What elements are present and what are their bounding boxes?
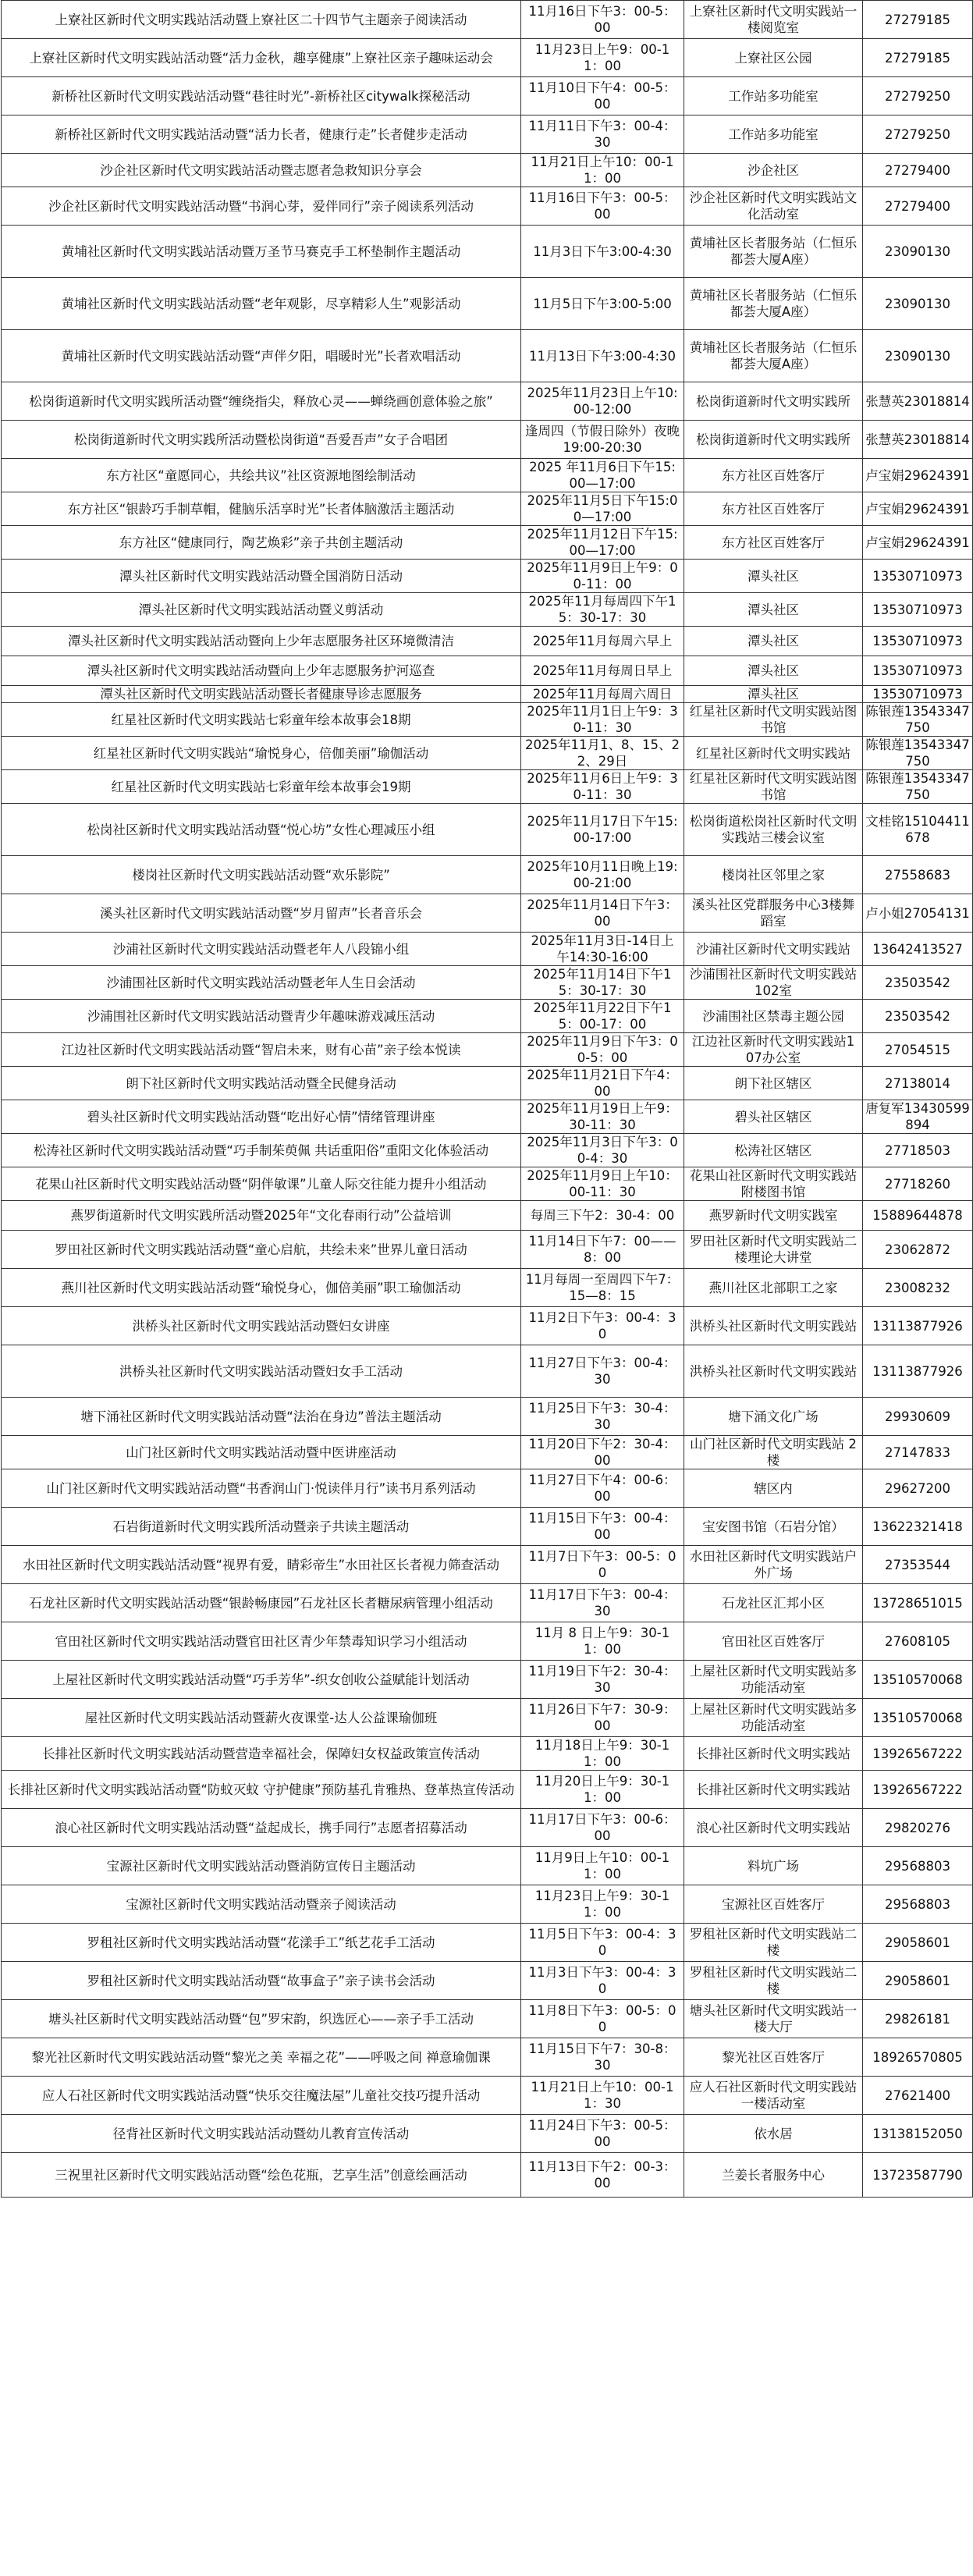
table-row <box>2 459 973 492</box>
table-row <box>2 1269 973 1307</box>
table-row <box>2 2000 973 2038</box>
table-row <box>2 1067 973 1100</box>
activity-name-cell: 潭头社区新时代文明实践站活动暨长者健康导诊志愿服务 <box>2 686 521 703</box>
activity-time-cell: 2025年11月19日上午9：30-11：30 <box>521 1100 684 1134</box>
contact-phone-cell: 13728651015 <box>863 1584 973 1622</box>
activity-location-cell: 东方社区百姓客厅 <box>684 526 863 560</box>
table-row <box>2 770 973 804</box>
activity-location-cell: 楼岗社区邻里之家 <box>684 856 863 894</box>
contact-phone-cell: 29568803 <box>863 1885 973 1924</box>
activity-location-cell: 江边社区新时代文明实践站107办公室 <box>684 1033 863 1067</box>
activity-location-cell: 洪桥头社区新时代文明实践站 <box>684 1307 863 1345</box>
activity-name-cell: 上寮社区新时代文明实践站活动暨上寮社区二十四节气主题亲子阅读活动 <box>2 1 521 39</box>
activity-location-cell: 燕罗新时代文明实践室 <box>684 1201 863 1231</box>
contact-phone-cell: 13530710973 <box>863 593 973 627</box>
activity-location-cell: 潭头社区 <box>684 686 863 703</box>
activity-name-cell: 洪桥头社区新时代文明实践站活动暨妇女讲座 <box>2 1307 521 1345</box>
activity-location-cell: 沙企社区新时代文明实践站文化活动室 <box>684 187 863 226</box>
activity-time-cell: 11月10日下午4：00-5：00 <box>521 77 684 115</box>
table-row <box>2 2115 973 2153</box>
contact-phone-cell: 卢宝娟29624391 <box>863 526 973 560</box>
activity-time-cell: 11月13日下午3:00-4:30 <box>521 330 684 382</box>
activity-name-cell: 新桥社区新时代文明实践站活动暨“活力长者，健康行走”长者健步走活动 <box>2 115 521 154</box>
activity-time-cell: 11月15日下午3：00-4：00 <box>521 1508 684 1546</box>
activity-time-cell: 11月27日下午4：00-6：00 <box>521 1469 684 1508</box>
table-row <box>2 1737 973 1771</box>
table-row <box>2 1962 973 2000</box>
table-row <box>2 737 973 770</box>
contact-phone-cell: 29820276 <box>863 1809 973 1847</box>
activity-location-cell: 松岗街道松岗社区新时代文明实践站三楼会议室 <box>684 804 863 856</box>
activity-location-cell: 罗租社区新时代文明实践站二楼 <box>684 1924 863 1962</box>
activity-name-cell: 黄埔社区新时代文明实践站活动暨万圣节马赛克手工杯垫制作主题活动 <box>2 226 521 278</box>
activity-time-cell: 11月20日下午2：30-4：00 <box>521 1436 684 1469</box>
activity-time-cell: 2025年11月9日上午10：00-11：30 <box>521 1167 684 1201</box>
activity-time-cell: 11月25日下午3：30-4：30 <box>521 1398 684 1436</box>
activity-location-cell: 潭头社区 <box>684 656 863 686</box>
table-row <box>2 1508 973 1546</box>
activity-time-cell: 11月23日上午9：00-11：00 <box>521 39 684 77</box>
activity-location-cell: 山门社区新时代文明实践站 2楼 <box>684 1436 863 1469</box>
table-row <box>2 1398 973 1436</box>
activity-name-cell: 塘下涌社区新时代文明实践站活动暨“法治在身边”普法主题活动 <box>2 1398 521 1436</box>
table-row <box>2 1 973 39</box>
table-row <box>2 1345 973 1398</box>
contact-phone-cell: 27054515 <box>863 1033 973 1067</box>
activity-time-cell: 每周三下午2：30-4：00 <box>521 1201 684 1231</box>
activity-location-cell: 工作站多功能室 <box>684 115 863 154</box>
activity-time-cell: 11月2日下午3：00-4：30 <box>521 1307 684 1345</box>
activity-location-cell: 黄埔社区长者服务站（仁恒乐都荟大厦A座） <box>684 226 863 278</box>
table-row <box>2 966 973 1000</box>
activity-location-cell: 上寮社区公园 <box>684 39 863 77</box>
activity-location-cell: 松涛社区辖区 <box>684 1134 863 1167</box>
contact-phone-cell: 13723587790 <box>863 2153 973 2198</box>
contact-phone-cell: 13926567222 <box>863 1771 973 1809</box>
activity-name-cell: 罗租社区新时代文明实践站活动暨“花漾手工”纸艺花手工活动 <box>2 1924 521 1962</box>
contact-phone-cell: 27621400 <box>863 2077 973 2115</box>
table-row <box>2 526 973 560</box>
activity-location-cell: 水田社区新时代文明实践站户外广场 <box>684 1546 863 1584</box>
contact-phone-cell: 27718503 <box>863 1134 973 1167</box>
contact-phone-cell: 29930609 <box>863 1398 973 1436</box>
activity-name-cell: 上屋社区新时代文明实践站活动暨“巧手芳华”-织女创收公益赋能计划活动 <box>2 1661 521 1699</box>
activity-location-cell: 罗租社区新时代文明实践站二楼 <box>684 1962 863 2000</box>
activity-name-cell: 罗田社区新时代文明实践站活动暨“童心启航，共绘未来”世界儿童日活动 <box>2 1231 521 1269</box>
activity-time-cell: 2025年11月17日下午15:00-17:00 <box>521 804 684 856</box>
activity-location-cell: 沙企社区 <box>684 154 863 187</box>
table-row <box>2 1033 973 1067</box>
table-row <box>2 2077 973 2115</box>
table-row <box>2 656 973 686</box>
activity-name-cell: 沙企社区新时代文明实践站活动暨“书润心芽，爱伴同行”亲子阅读系列活动 <box>2 187 521 226</box>
activity-location-cell: 燕川社区北部职工之家 <box>684 1269 863 1307</box>
contact-phone-cell: 23503542 <box>863 966 973 1000</box>
activity-time-cell: 11月13日下午2：00-3：00 <box>521 2153 684 2198</box>
activity-time-cell: 11月18日上午9：30-11：00 <box>521 1737 684 1771</box>
activity-time-cell: 逢周四（节假日除外）夜晚19:00-20:30 <box>521 421 684 459</box>
table-row <box>2 1201 973 1231</box>
contact-phone-cell: 13926567222 <box>863 1737 973 1771</box>
activity-location-cell: 塘头社区新时代文明实践站一楼大厅 <box>684 2000 863 2038</box>
activity-name-cell: 碧头社区新时代文明实践站活动暨“吃出好心情”情绪管理讲座 <box>2 1100 521 1134</box>
activity-name-cell: 浪心社区新时代文明实践站活动暨“益起成长，携手同行”志愿者招募活动 <box>2 1809 521 1847</box>
table-row <box>2 1924 973 1962</box>
activity-location-cell: 料坑广场 <box>684 1847 863 1885</box>
activity-name-cell: 沙浦围社区新时代文明实践站活动暨青少年趣味游戏减压活动 <box>2 1000 521 1033</box>
contact-phone-cell: 张慧英23018814 <box>863 382 973 421</box>
activity-location-cell: 宝源社区百姓客厅 <box>684 1885 863 1924</box>
activity-name-cell: 山门社区新时代文明实践站活动暨中医讲座活动 <box>2 1436 521 1469</box>
table-row <box>2 1100 973 1134</box>
activity-location-cell: 黎光社区百姓客厅 <box>684 2038 863 2077</box>
activity-time-cell: 2025年11月5日下午15:00—17:00 <box>521 492 684 526</box>
activity-location-cell: 东方社区百姓客厅 <box>684 492 863 526</box>
activity-time-cell: 2025年11月14日下午15：30-17：30 <box>521 966 684 1000</box>
activity-name-cell: 塘头社区新时代文明实践站活动暨“包”罗宋韵，织选匠心——亲子手工活动 <box>2 2000 521 2038</box>
activity-location-cell: 溪头社区党群服务中心3楼舞蹈室 <box>684 894 863 933</box>
activity-name-cell: 江边社区新时代文明实践站活动暨“智启未来，财有心苗”亲子绘本悦读 <box>2 1033 521 1067</box>
table-row <box>2 154 973 187</box>
contact-phone-cell: 27279400 <box>863 187 973 226</box>
activity-location-cell: 潭头社区 <box>684 593 863 627</box>
activity-location-cell: 石龙社区汇邦小区 <box>684 1584 863 1622</box>
activity-location-cell: 罗田社区新时代文明实践站二楼理论大讲堂 <box>684 1231 863 1269</box>
table-row <box>2 492 973 526</box>
contact-phone-cell: 23008232 <box>863 1269 973 1307</box>
activity-location-cell: 辖区内 <box>684 1469 863 1508</box>
activity-time-cell: 2025 年11月6日下午15:00—17:00 <box>521 459 684 492</box>
contact-phone-cell: 卢宝娟29624391 <box>863 492 973 526</box>
activity-name-cell: 燕罗街道新时代文明实践所活动暨2025年“文化春雨行动”公益培训 <box>2 1201 521 1231</box>
activity-location-cell: 红星社区新时代文明实践站图书馆 <box>684 770 863 804</box>
table-row <box>2 1771 973 1809</box>
activity-location-cell: 潭头社区 <box>684 560 863 593</box>
activity-location-cell: 花果山社区新时代文明实践站附楼图书馆 <box>684 1167 863 1201</box>
activity-name-cell: 黄埔社区新时代文明实践站活动暨“声伴夕阳，唱暖时光”长者欢唱活动 <box>2 330 521 382</box>
contact-phone-cell: 18926570805 <box>863 2038 973 2077</box>
activity-time-cell: 2025年11月22日下午15：00-17：00 <box>521 1000 684 1033</box>
contact-phone-cell: 13530710973 <box>863 627 973 656</box>
activity-name-cell: 黎光社区新时代文明实践站活动暨“黎光之美 幸福之花”——呼吸之间 禅意瑜伽课 <box>2 2038 521 2077</box>
activity-name-cell: 沙浦围社区新时代文明实践站活动暨老年人生日会活动 <box>2 966 521 1000</box>
activity-time-cell: 11月20日上午9：30-11：00 <box>521 1771 684 1809</box>
activity-name-cell: 应人石社区新时代文明实践站活动暨“快乐交往魔法屋”儿童社交技巧提升活动 <box>2 2077 521 2115</box>
contact-phone-cell: 23062872 <box>863 1231 973 1269</box>
activity-time-cell: 2025年11月9日下午3：00-5：00 <box>521 1033 684 1067</box>
table-row <box>2 560 973 593</box>
contact-phone-cell: 13138152050 <box>863 2115 973 2153</box>
activity-name-cell: 松涛社区新时代文明实践站活动暨“巧手制茱萸佩 共话重阳俗”重阳文化体验活动 <box>2 1134 521 1167</box>
activity-name-cell: 东方社区“童愿同心，共绘共议”社区资源地图绘制活动 <box>2 459 521 492</box>
activity-name-cell: 花果山社区新时代文明实践站活动暨“阴伴敏课”儿童人际交往能力提升小组活动 <box>2 1167 521 1201</box>
activity-name-cell: 红星社区新时代文明实践站七彩童年绘本故事会19期 <box>2 770 521 804</box>
activity-name-cell: 东方社区“银龄巧手制草帽，健脑乐活享时光”长者体脑激活主题活动 <box>2 492 521 526</box>
activity-time-cell: 11月15日下午7：30-8：30 <box>521 2038 684 2077</box>
contact-phone-cell: 27558683 <box>863 856 973 894</box>
activity-name-cell: 新桥社区新时代文明实践站活动暨“巷往时光”-新桥社区citywalk探秘活动 <box>2 77 521 115</box>
table-row <box>2 77 973 115</box>
contact-phone-cell: 唐复军13430599894 <box>863 1100 973 1134</box>
table-row <box>2 1134 973 1167</box>
table-row <box>2 1661 973 1699</box>
table-row <box>2 856 973 894</box>
table-row <box>2 382 973 421</box>
table-row <box>2 933 973 966</box>
contact-phone-cell: 27138014 <box>863 1067 973 1100</box>
activity-name-cell: 燕川社区新时代文明实践站活动暨“瑜悦身心，伽倍美丽”职工瑜伽活动 <box>2 1269 521 1307</box>
activity-name-cell: 潭头社区新时代文明实践站活动暨向上少年志愿服务护河巡查 <box>2 656 521 686</box>
activity-time-cell: 11月9日上午10：00-11：00 <box>521 1847 684 1885</box>
activity-time-cell: 2025年10月11日晚上19:00-21:00 <box>521 856 684 894</box>
contact-phone-cell: 27279185 <box>863 1 973 39</box>
table-row <box>2 804 973 856</box>
activity-name-cell: 三祝里社区新时代文明实践站活动暨“绘色花瓶，艺享生活”创意绘画活动 <box>2 2153 521 2198</box>
table-row <box>2 1231 973 1269</box>
contact-phone-cell: 15889644878 <box>863 1201 973 1231</box>
contact-phone-cell: 13622321418 <box>863 1508 973 1546</box>
activity-location-cell: 黄埔社区长者服务站（仁恒乐都荟大厦A座） <box>684 278 863 330</box>
activity-time-cell: 2025年11月6日上午9：30-11：30 <box>521 770 684 804</box>
activity-location-cell: 松岗街道新时代文明实践所 <box>684 421 863 459</box>
activity-location-cell: 依水居 <box>684 2115 863 2153</box>
activity-name-cell: 长排社区新时代文明实践站活动暨“防蚊灭蚊 守护健康”预防基孔肯雅热、登革热宣传活动 <box>2 1771 521 1809</box>
activity-name-cell: 松岗社区新时代文明实践站活动暨“悦心坊”女性心理减压小组 <box>2 804 521 856</box>
activity-location-cell: 沙浦围社区新时代文明实践站102室 <box>684 966 863 1000</box>
activity-time-cell: 2025年11月12日下午15:00—17:00 <box>521 526 684 560</box>
activity-time-cell: 11月3日下午3:00-4:30 <box>521 226 684 278</box>
table-row <box>2 421 973 459</box>
activity-time-cell: 11月16日下午3：00-5：00 <box>521 1 684 39</box>
contact-phone-cell: 27279250 <box>863 77 973 115</box>
contact-phone-cell: 卢小姐27054131 <box>863 894 973 933</box>
contact-phone-cell: 13530710973 <box>863 686 973 703</box>
activity-name-cell: 石岩街道新时代文明实践所活动暨亲子共读主题活动 <box>2 1508 521 1546</box>
activity-location-cell: 官田社区百姓客厅 <box>684 1622 863 1661</box>
activity-time-cell: 2025年11月3日下午3：00-4：30 <box>521 1134 684 1167</box>
contact-phone-cell: 13510570068 <box>863 1661 973 1699</box>
table-row <box>2 593 973 627</box>
contact-phone-cell: 陈银莲13543347750 <box>863 703 973 737</box>
contact-phone-cell: 陈银莲13543347750 <box>863 770 973 804</box>
activity-location-cell: 松岗街道新时代文明实践所 <box>684 382 863 421</box>
contact-phone-cell: 29058601 <box>863 1924 973 1962</box>
activity-location-cell: 上屋社区新时代文明实践站多功能活动室 <box>684 1661 863 1699</box>
activity-name-cell: 潭头社区新时代文明实践站活动暨全国消防日活动 <box>2 560 521 593</box>
activity-time-cell: 11月17日下午3：00-6：00 <box>521 1809 684 1847</box>
activity-name-cell: 水田社区新时代文明实践站活动暨“视界有爱，睛彩帝生”水田社区长者视力筛查活动 <box>2 1546 521 1584</box>
activity-name-cell: 径背社区新时代文明实践站活动暨幼儿教育宣传活动 <box>2 2115 521 2153</box>
activity-time-cell: 11月19日下午2：30-4：30 <box>521 1661 684 1699</box>
activity-location-cell: 浪心社区新时代文明实践站 <box>684 1809 863 1847</box>
activity-name-cell: 东方社区“健康同行，陶艺焕彩”亲子共创主题活动 <box>2 526 521 560</box>
table-row <box>2 1469 973 1508</box>
activity-time-cell: 11月11日下午3：00-4：30 <box>521 115 684 154</box>
activity-location-cell: 红星社区新时代文明实践站图书馆 <box>684 703 863 737</box>
activity-location-cell: 朗下社区辖区 <box>684 1067 863 1100</box>
activity-time-cell: 2025年11月9日上午9：00-11：00 <box>521 560 684 593</box>
contact-phone-cell: 29627200 <box>863 1469 973 1508</box>
table-row <box>2 1167 973 1201</box>
activity-name-cell: 红星社区新时代文明实践站七彩童年绘本故事会18期 <box>2 703 521 737</box>
activity-time-cell: 2025年11月每周六早上 <box>521 627 684 656</box>
activity-location-cell: 兰姜长者服务中心 <box>684 2153 863 2198</box>
activity-time-cell: 2025年11月1、8、15、22、29日 <box>521 737 684 770</box>
activity-time-cell: 2025年11月每周六周日 <box>521 686 684 703</box>
table-row <box>2 1809 973 1847</box>
activity-time-cell: 11月27日下午3：00-4：30 <box>521 1345 684 1398</box>
table-row <box>2 115 973 154</box>
activity-time-cell: 2025年11月23日上午10:00-12:00 <box>521 382 684 421</box>
table-row <box>2 278 973 330</box>
activity-name-cell: 山门社区新时代文明实践站活动暨“书香润山门·悦读伴月行”读书月系列活动 <box>2 1469 521 1508</box>
activity-location-cell: 长排社区新时代文明实践站 <box>684 1737 863 1771</box>
activity-name-cell: 宝源社区新时代文明实践站活动暨亲子阅读活动 <box>2 1885 521 1924</box>
contact-phone-cell: 文桂铭15104411678 <box>863 804 973 856</box>
table-row <box>2 2153 973 2198</box>
activity-time-cell: 2025年11月每周四下午15：30-17：30 <box>521 593 684 627</box>
table-row <box>2 1546 973 1584</box>
contact-phone-cell: 13113877926 <box>863 1307 973 1345</box>
activity-time-cell: 11月5日下午3:00-5:00 <box>521 278 684 330</box>
activity-name-cell: 溪头社区新时代文明实践站活动暨“岁月留声”长者音乐会 <box>2 894 521 933</box>
activity-location-cell: 宝安图书馆（石岩分馆） <box>684 1508 863 1546</box>
table-row <box>2 686 973 703</box>
activity-schedule-body <box>2 1 973 2198</box>
activity-name-cell: 朗下社区新时代文明实践站活动暨全民健身活动 <box>2 1067 521 1100</box>
activity-name-cell: 罗租社区新时代文明实践站活动暨“故事盒子”亲子读书会活动 <box>2 1962 521 2000</box>
activity-name-cell: 潭头社区新时代文明实践站活动暨向上少年志愿服务社区环境微清洁 <box>2 627 521 656</box>
activity-time-cell: 2025年11月3日-14日上午14:30-16:00 <box>521 933 684 966</box>
contact-phone-cell: 27279400 <box>863 154 973 187</box>
activity-location-cell: 工作站多功能室 <box>684 77 863 115</box>
activity-time-cell: 11月8日下午3：00-5：00 <box>521 2000 684 2038</box>
activity-time-cell: 11月 8 日上午9：30-11：00 <box>521 1622 684 1661</box>
activity-time-cell: 11月16日下午3：00-5：00 <box>521 187 684 226</box>
activity-location-cell: 塘下涌文化广场 <box>684 1398 863 1436</box>
activity-time-cell: 11月5日下午3：00-4：30 <box>521 1924 684 1962</box>
contact-phone-cell: 29826181 <box>863 2000 973 2038</box>
contact-phone-cell: 27147833 <box>863 1436 973 1469</box>
activity-location-cell: 沙浦社区新时代文明实践站 <box>684 933 863 966</box>
activity-name-cell: 黄埔社区新时代文明实践站活动暨“老年观影，尽享精彩人生”观影活动 <box>2 278 521 330</box>
activity-time-cell: 11月3日下午3：00-4：30 <box>521 1962 684 2000</box>
contact-phone-cell: 27279250 <box>863 115 973 154</box>
table-row <box>2 1436 973 1469</box>
activity-name-cell: 长排社区新时代文明实践站活动暨营造幸福社会，保障妇女权益政策宣传活动 <box>2 1737 521 1771</box>
table-row <box>2 1847 973 1885</box>
activity-time-cell: 11月21日上午10：00-11：00 <box>521 154 684 187</box>
activity-location-cell: 潭头社区 <box>684 627 863 656</box>
table-row <box>2 1622 973 1661</box>
activity-name-cell: 红星社区新时代文明实践站“瑜悦身心，倍伽美丽”瑜伽活动 <box>2 737 521 770</box>
contact-phone-cell: 23090130 <box>863 330 973 382</box>
activity-location-cell: 长排社区新时代文明实践站 <box>684 1771 863 1809</box>
activity-schedule-table <box>1 0 973 2198</box>
table-row <box>2 1000 973 1033</box>
table-row <box>2 226 973 278</box>
contact-phone-cell: 23090130 <box>863 226 973 278</box>
activity-location-cell: 洪桥头社区新时代文明实践站 <box>684 1345 863 1398</box>
table-row <box>2 703 973 737</box>
contact-phone-cell: 27718260 <box>863 1167 973 1201</box>
activity-time-cell: 11月26日下午7：30-9：00 <box>521 1699 684 1737</box>
activity-name-cell: 上寮社区新时代文明实践站活动暨“活力金秋，趣享健康”上寮社区亲子趣味运动会 <box>2 39 521 77</box>
contact-phone-cell: 27608105 <box>863 1622 973 1661</box>
table-row <box>2 1307 973 1345</box>
table-row <box>2 330 973 382</box>
activity-location-cell: 沙浦围社区禁毒主题公园 <box>684 1000 863 1033</box>
activity-location-cell: 黄埔社区长者服务站（仁恒乐都荟大厦A座） <box>684 330 863 382</box>
activity-time-cell: 2025年11月14日下午3：00 <box>521 894 684 933</box>
contact-phone-cell: 13113877926 <box>863 1345 973 1398</box>
activity-location-cell: 红星社区新时代文明实践站 <box>684 737 863 770</box>
contact-phone-cell: 29568803 <box>863 1847 973 1885</box>
activity-time-cell: 2025年11月1日上午9：30-11：30 <box>521 703 684 737</box>
activity-name-cell: 沙浦社区新时代文明实践站活动暨老年人八段锦小组 <box>2 933 521 966</box>
contact-phone-cell: 13530710973 <box>863 656 973 686</box>
activity-name-cell: 洪桥头社区新时代文明实践站活动暨妇女手工活动 <box>2 1345 521 1398</box>
activity-name-cell: 松岗街道新时代文明实践所活动暨松岗街道“吾爱吾声”女子合唱团 <box>2 421 521 459</box>
activity-time-cell: 11月每周一至周四下午7：15—8：15 <box>521 1269 684 1307</box>
contact-phone-cell: 陈银莲13543347750 <box>863 737 973 770</box>
contact-phone-cell: 23090130 <box>863 278 973 330</box>
activity-name-cell: 松岗街道新时代文明实践所活动暨“缠绕指尖，释放心灵——蝉绕画创意体验之旅” <box>2 382 521 421</box>
table-row <box>2 1699 973 1737</box>
table-row <box>2 894 973 933</box>
activity-name-cell: 潭头社区新时代文明实践站活动暨义剪活动 <box>2 593 521 627</box>
activity-location-cell: 碧头社区辖区 <box>684 1100 863 1134</box>
activity-name-cell: 沙企社区新时代文明实践站活动暨志愿者急救知识分享会 <box>2 154 521 187</box>
activity-location-cell: 东方社区百姓客厅 <box>684 459 863 492</box>
table-row <box>2 1885 973 1924</box>
contact-phone-cell: 23503542 <box>863 1000 973 1033</box>
contact-phone-cell: 13530710973 <box>863 560 973 593</box>
table-row <box>2 187 973 226</box>
activity-time-cell: 2025年11月每周日早上 <box>521 656 684 686</box>
activity-time-cell: 11月7日下午3：00-5：00 <box>521 1546 684 1584</box>
activity-time-cell: 11月17日下午3：00-4：30 <box>521 1584 684 1622</box>
activity-location-cell: 应人石社区新时代文明实践站一楼活动室 <box>684 2077 863 2115</box>
activity-name-cell: 屋社区新时代文明实践站活动暨薪火夜课堂-达人公益课瑜伽班 <box>2 1699 521 1737</box>
contact-phone-cell: 29058601 <box>863 1962 973 2000</box>
table-row <box>2 627 973 656</box>
activity-time-cell: 11月24日下午3：00-5：00 <box>521 2115 684 2153</box>
activity-name-cell: 楼岗社区新时代文明实践站活动暨“欢乐影院” <box>2 856 521 894</box>
contact-phone-cell: 27353544 <box>863 1546 973 1584</box>
contact-phone-cell: 张慧英23018814 <box>863 421 973 459</box>
table-row <box>2 2038 973 2077</box>
activity-time-cell: 2025年11月21日下午4：00 <box>521 1067 684 1100</box>
activity-location-cell: 上寮社区新时代文明实践站一楼阅览室 <box>684 1 863 39</box>
activity-time-cell: 11月23日上午9：30-11：00 <box>521 1885 684 1924</box>
activity-time-cell: 11月21日上午10：00-11：30 <box>521 2077 684 2115</box>
contact-phone-cell: 27279185 <box>863 39 973 77</box>
table-row <box>2 39 973 77</box>
activity-name-cell: 宝源社区新时代文明实践站活动暨消防宣传日主题活动 <box>2 1847 521 1885</box>
activity-location-cell: 上屋社区新时代文明实践站多功能活动室 <box>684 1699 863 1737</box>
activity-name-cell: 石龙社区新时代文明实践站活动暨“银龄畅康园”石龙社区长者糖尿病管理小组活动 <box>2 1584 521 1622</box>
activity-name-cell: 官田社区新时代文明实践站活动暨官田社区青少年禁毒知识学习小组活动 <box>2 1622 521 1661</box>
activity-time-cell: 11月14日下午7：00——8：00 <box>521 1231 684 1269</box>
table-row <box>2 1584 973 1622</box>
contact-phone-cell: 卢宝娟29624391 <box>863 459 973 492</box>
contact-phone-cell: 13642413527 <box>863 933 973 966</box>
contact-phone-cell: 13510570068 <box>863 1699 973 1737</box>
